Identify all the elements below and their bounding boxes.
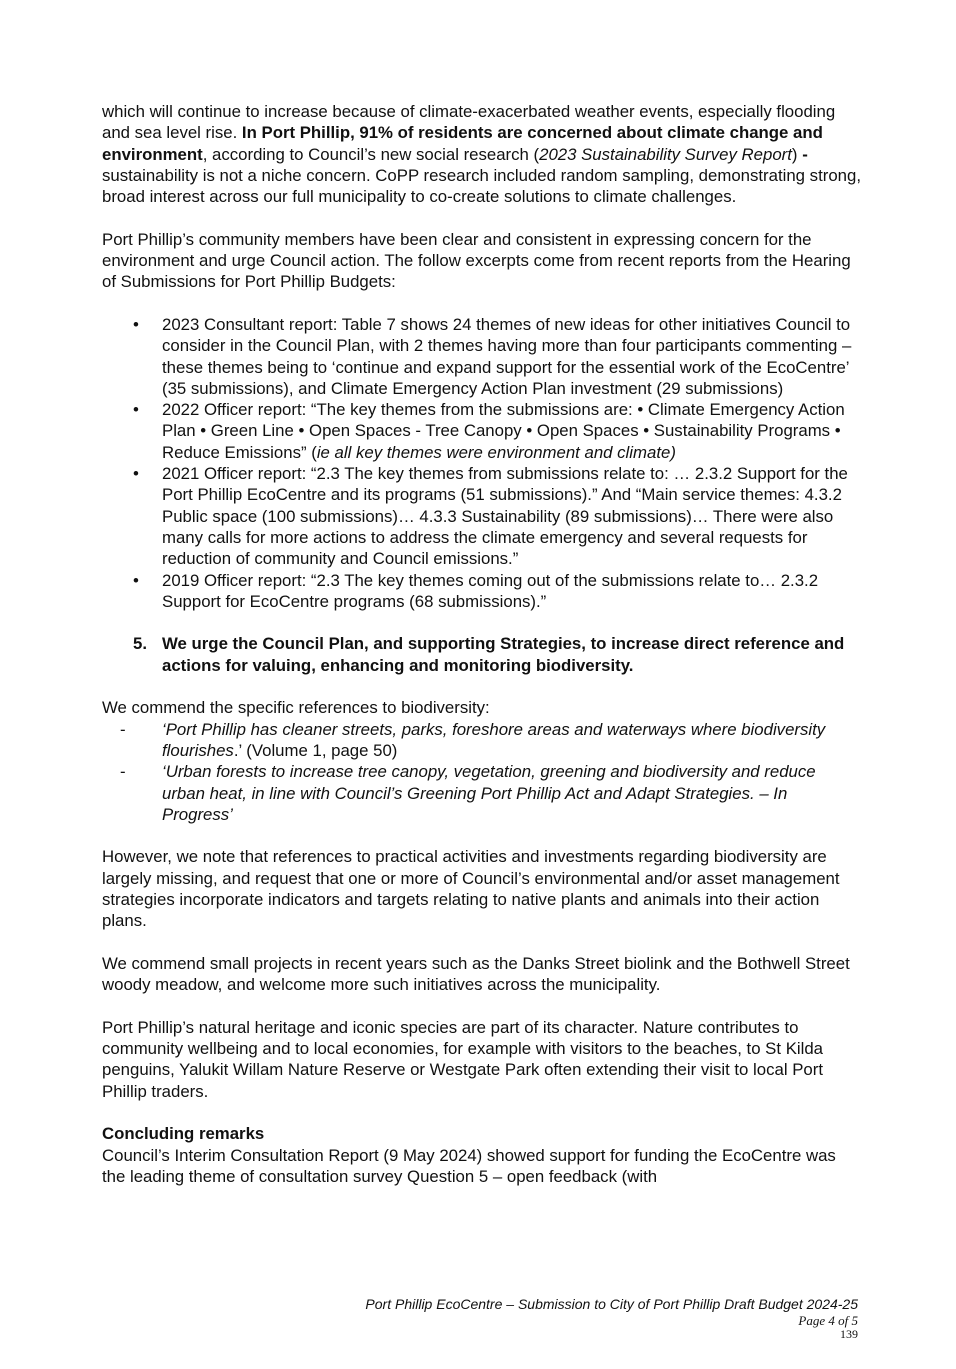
recommendation-5: 5. We urge the Council Plan, and supporting Strategies, to increase direct reference and actions for valuing, enhancing and monitoring biodiversity. bbox=[133, 634, 845, 675]
commend-intro: We commend the specific references to biodiversity: bbox=[102, 698, 490, 718]
heading-concluding-remarks: Concluding remarks bbox=[102, 1124, 265, 1144]
list-item-2022: • 2022 Officer report: “The key themes from the submissions are: • Climate Emergency Action Plan • Green Line • Open Spaces - Tree Canopy • Open Spaces • Sustainability Programs • Reduce Emissions” (ie all key themes were environment and climate) bbox=[102, 399, 862, 463]
list-item-2021: • 2021 Officer report: “2.3 The key themes from submissions relate to: … 2.3.2 Support for the Port Phillip EcoCentre and its programs (51 submissions).” And “Main service themes: 4.3.2 Public space (100 submissions)… 4.3.3 Sustainability (89 submissions)… There were also many calls for more actions to address the climate emergency and several requests for reduction of community and Council emissions.” bbox=[102, 463, 862, 569]
page-indicator: Page 4 of 5 bbox=[798, 1313, 858, 1328]
emphasis-91-percent: In Port Phillip, 91% of residents are concerned about climate change and environment bbox=[102, 123, 823, 164]
document-body bbox=[102, 101, 862, 1187]
paragraph-natural-heritage: Port Phillip’s natural heritage and iconic species are part of its character. Nature contributes to community wellbeing and to local economies, for example with visitors to the beaches, to St Kilda penguins, Yalukit Willam Nature Reserve or Westgate Park often extending their visit to local Port Phillip traders. bbox=[102, 1017, 824, 1101]
biodiversity-references-list bbox=[102, 719, 862, 825]
paragraph-climate-concern: which will continue to increase because of climate-exacerbated weather events, especially flooding and sea level rise. In Port Phillip, 91% of residents are concerned about climate change and environment, according to Council’s new social research (2023 Sustainability Survey Report) - sustainability is not a niche concern. CoPP research included random sampling, demonstrating strong, broad interest across our full municipality to co-create solutions to climate challenges. bbox=[102, 102, 861, 207]
list-item-2023: • 2023 Consultant report: Table 7 shows 24 themes of new ideas for other initiatives Council to consider in the Council Plan, with 2 themes having more than four participants commenting – these themes being to ‘continue and expand support for the essential work of the EcoCentre’ (35 submissions), and Climate Emergency Action Plan investment (29 submissions) bbox=[102, 314, 862, 399]
paragraph-concluding: Council’s Interim Consultation Report (9 May 2024) showed support for funding the EcoCentre was the leading theme of consultation survey Question 5 – open feedback (with bbox=[102, 1145, 836, 1186]
list-item-urban-forests: - ‘Urban forests to increase tree canopy, vegetation, greening and biodiversity and reduce urban heat, in line with Council’s Greening Port Phillip Act and Adapt Strategies. – In Progress’ bbox=[102, 761, 862, 825]
submission-excerpts-list bbox=[102, 314, 862, 612]
footer-title: Port Phillip EcoCentre – Submission to City of Port Phillip Draft Budget 2024-25 bbox=[365, 1296, 858, 1312]
list-item-2019: • 2019 Officer report: “2.3 The key themes coming out of the submissions relate to… 2.3.2 Support for EcoCentre programs (68 submissions).” bbox=[102, 570, 862, 613]
page-number: 139 bbox=[840, 1327, 858, 1341]
list-item-volume1: - ‘Port Phillip has cleaner streets, parks, foreshore areas and waterways where biodiversity flourishes.’ (Volume 1, page 50) bbox=[102, 719, 862, 762]
page-footer bbox=[365, 1295, 858, 1341]
paragraph-community-concern: Port Phillip’s community members have been clear and consistent in expressing concern for the environment and urge Council action. The follow excerpts come from recent reports from the Hearing of Submissions for Port Phillip Budgets: bbox=[102, 229, 851, 292]
paragraph-however: However, we note that references to practical activities and investments regarding biodiversity are largely missing, and request that one or more of Council’s environmental and/or asset management strategies incorporate indicators and targets relating to native plants and animals into their action plans. bbox=[102, 847, 840, 931]
report-title: 2023 Sustainability Survey Report bbox=[539, 144, 792, 164]
recommendation-number: 5. bbox=[133, 634, 147, 654]
paragraph-small-projects: We commend small projects in recent years such as the Danks Street biolink and the Bothwell Street woody meadow, and welcome more such initiatives across the municipality. bbox=[102, 953, 850, 995]
